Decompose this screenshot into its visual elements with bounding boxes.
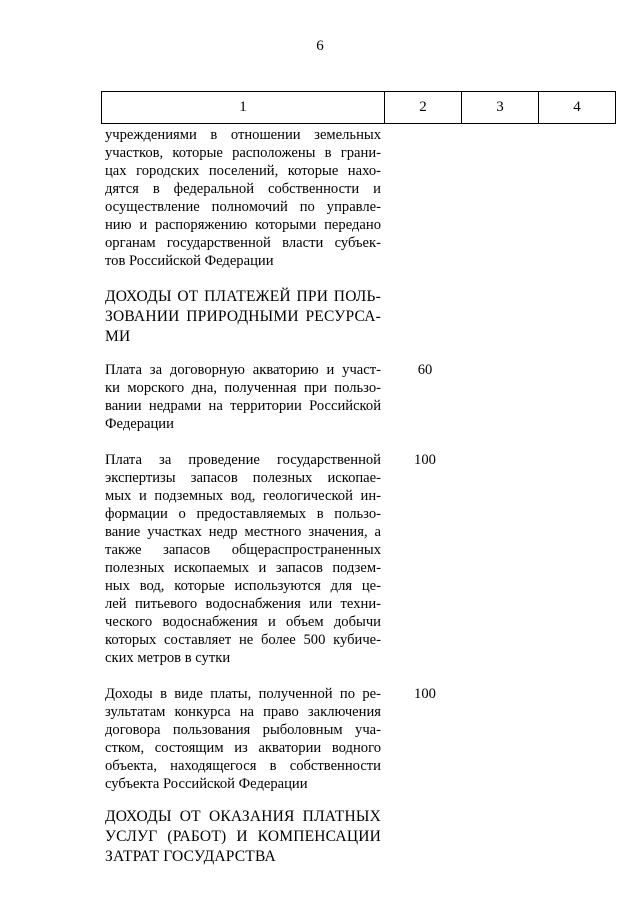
text-line: стком, состоящим из акватории водного xyxy=(105,740,381,756)
page-number: 6 xyxy=(316,38,324,54)
heading-line: ДОХОДЫ ОТ ОКАЗАНИЯ ПЛАТНЫХ xyxy=(105,808,381,825)
text-line: субъекта Российской Федерации xyxy=(105,776,308,792)
heading-line: ЗАТРАТ ГОСУДАРСТВА xyxy=(105,848,276,865)
section-heading xyxy=(101,807,381,867)
row-value: 60 xyxy=(417,362,433,378)
row-value: 100 xyxy=(414,686,436,702)
section-heading-row xyxy=(101,807,613,867)
table-row xyxy=(101,361,613,433)
text-line: Плата за проведение государственной xyxy=(105,452,381,468)
text-line: формации о предоставляемых в пользо- xyxy=(105,506,381,522)
heading-line: МИ xyxy=(105,328,131,345)
table-row xyxy=(101,451,613,667)
text-line: дятся в федеральной собственности и xyxy=(105,181,381,197)
text-line: ческого водоснабжения и объем добычи xyxy=(105,614,381,630)
text-line: которых составляет не более 500 кубиче- xyxy=(105,632,381,648)
row-description xyxy=(101,126,381,270)
row-description xyxy=(101,361,381,433)
column-header-row xyxy=(102,92,616,124)
document-table-body xyxy=(101,126,613,867)
text-line: цах городских поселений, которые нахо- xyxy=(105,163,381,179)
text-line: договора пользования рыболовным уча- xyxy=(105,722,381,738)
heading-line: ЗОВАНИИ ПРИРОДНЫМИ РЕСУРСА- xyxy=(105,308,381,325)
row-description xyxy=(101,451,381,667)
text-line: ки морского дна, полученная при пользо- xyxy=(105,380,381,396)
text-line: учреждениями в отношении земельных xyxy=(105,127,381,143)
column-header-2: 2 xyxy=(385,92,462,124)
column-header-1: 1 xyxy=(102,92,385,124)
text-line: Плата за договорную акваторию и участ- xyxy=(105,362,381,378)
heading-line: УСЛУГ (РАБОТ) И КОМПЕНСАЦИИ xyxy=(105,828,381,845)
row-value: 100 xyxy=(414,452,436,468)
text-line: вание участках недр местного значения, а xyxy=(105,524,381,540)
column-header-4: 4 xyxy=(539,92,616,124)
text-line: зультатам конкурса на право заключения xyxy=(105,704,381,720)
text-line: ских метров в сутки xyxy=(105,650,231,666)
text-line: объекта, находящегося в собственности xyxy=(105,758,381,774)
text-line: нию и распоряжению которыми передано xyxy=(105,217,381,233)
text-line: Доходы в виде платы, полученной по ре- xyxy=(105,686,381,702)
table-row xyxy=(101,685,613,793)
section-heading xyxy=(101,287,381,347)
text-line: осуществление полномочий по управле- xyxy=(105,199,381,215)
text-line: органам государственной власти субъек- xyxy=(105,235,381,251)
text-line: полезных ископаемых и запасов подзем- xyxy=(105,560,381,576)
column-header-3: 3 xyxy=(462,92,539,124)
section-heading-row xyxy=(101,287,613,347)
table-row xyxy=(101,126,613,270)
text-line: Федерации xyxy=(105,416,174,432)
heading-line: ДОХОДЫ ОТ ПЛАТЕЖЕЙ ПРИ ПОЛЬ- xyxy=(105,288,381,305)
column-header-table xyxy=(101,91,616,124)
row-description xyxy=(101,685,381,793)
text-line: вании недрами на территории Российской xyxy=(105,398,381,414)
text-line: также запасов общераспространенных xyxy=(105,542,381,558)
text-line: экспертизы запасов полезных ископае- xyxy=(105,470,381,486)
text-line: лей питьевого водоснабжения или техни- xyxy=(105,596,381,612)
text-line: мых и подземных вод, геологической ин- xyxy=(105,488,381,504)
text-line: ных вод, которые используются для це- xyxy=(105,578,381,594)
text-line: участков, которые расположены в грани- xyxy=(105,145,381,161)
text-line: тов Российской Федерации xyxy=(105,253,274,269)
